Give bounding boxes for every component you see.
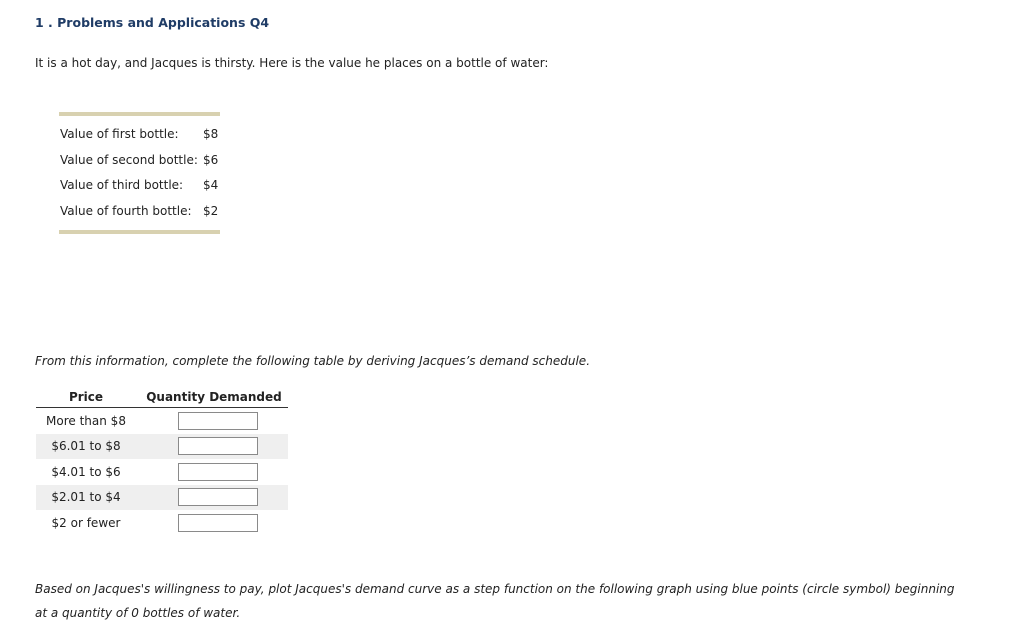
table-row bbox=[36, 434, 288, 460]
value-label: Value of fourth bottle: bbox=[60, 203, 192, 218]
value-row bbox=[59, 121, 220, 147]
value-amount: $8 bbox=[203, 126, 219, 141]
value-label: Value of first bottle: bbox=[60, 126, 179, 141]
table-row bbox=[36, 408, 288, 434]
quantity-cell bbox=[136, 514, 288, 532]
value-row bbox=[59, 172, 220, 198]
quantity-cell bbox=[136, 488, 288, 506]
quantity-cell bbox=[136, 463, 288, 481]
price-range-cell: $4.01 to $6 bbox=[51, 464, 121, 479]
price-range-cell: $2.01 to $4 bbox=[51, 490, 121, 505]
quantity-input-6-to-8[interactable] bbox=[178, 437, 258, 455]
quantity-cell bbox=[136, 412, 288, 430]
table-header-row bbox=[36, 386, 288, 408]
value-row bbox=[59, 198, 220, 224]
table-row bbox=[36, 510, 288, 536]
quantity-cell bbox=[136, 437, 288, 455]
demand-schedule-table bbox=[36, 386, 288, 536]
value-label: Value of third bottle: bbox=[60, 178, 184, 193]
graph-instruction: Based on Jacques's willingness to pay, plot Jacques's demand curve as a step function on the following graph using blue points (circle symbol) beginning at a quantity of 0 bottles of water. bbox=[35, 582, 955, 620]
price-range-cell: $2 or fewer bbox=[51, 515, 121, 530]
quantity-column-header: Quantity Demanded bbox=[146, 389, 282, 404]
question-intro: It is a hot day, and Jacques is thirsty. Here is the value he places on a bottle of water: bbox=[35, 56, 549, 70]
quantity-input-2-or-fewer[interactable] bbox=[178, 514, 258, 532]
value-amount: $6 bbox=[203, 152, 219, 167]
value-label: Value of second bottle: bbox=[60, 152, 198, 167]
value-amount: $2 bbox=[203, 203, 219, 218]
table-instruction: From this information, complete the following table by deriving Jacques’s demand schedule. bbox=[35, 354, 591, 368]
table-row bbox=[36, 485, 288, 511]
value-row bbox=[59, 147, 220, 173]
quantity-input-4-to-6[interactable] bbox=[178, 463, 258, 481]
quantity-input-more-than-8[interactable] bbox=[178, 412, 258, 430]
price-range-cell: $6.01 to $8 bbox=[51, 439, 121, 454]
price-column-header: Price bbox=[68, 389, 104, 404]
bottle-value-table bbox=[59, 112, 220, 234]
table-row bbox=[36, 459, 288, 485]
table-bottom-rule bbox=[59, 230, 220, 234]
question-title: 1 . Problems and Applications Q4 bbox=[35, 15, 270, 30]
quantity-input-2-to-4[interactable] bbox=[178, 488, 258, 506]
value-amount: $4 bbox=[203, 178, 219, 193]
price-range-cell: More than $8 bbox=[46, 413, 126, 428]
